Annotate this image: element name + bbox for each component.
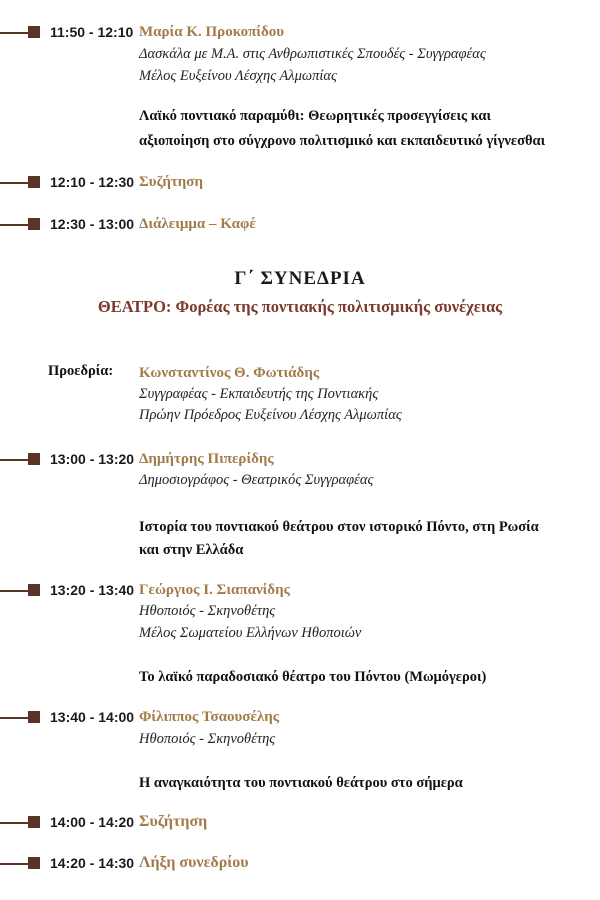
timeline-marker-icon <box>28 857 40 869</box>
timeline-line <box>0 822 30 824</box>
talk-title: Λαϊκό ποντιακό παραμύθι: Θεωρητικές προσεγγίσεις και <box>139 108 491 124</box>
schedule-row <box>0 580 600 602</box>
timeline-marker-icon <box>28 816 40 828</box>
slot-time: 13:40 - 14:00 <box>50 709 135 725</box>
speaker-role: Δημοσιογράφος - Θεατρικός Συγγραφέας <box>139 472 374 488</box>
slot-label: Διάλειμμα – Καφέ <box>139 216 256 232</box>
slot-label: Συζήτηση <box>139 813 208 830</box>
timeline-marker-icon <box>28 26 40 38</box>
slot-label: Λήξη συνεδρίου <box>139 854 249 871</box>
speaker-name: Φίλιππος Τσαουσέλης <box>139 709 280 725</box>
timeline-marker-icon <box>28 711 40 723</box>
timeline-marker-icon <box>28 584 40 596</box>
chair-role: Συγγραφέας - Εκπαιδευτής της Ποντιακής <box>139 386 379 402</box>
speaker-name: Δημήτρης Πιπερίδης <box>139 451 274 467</box>
speaker-role: Δασκάλα με Μ.Α. στις Ανθρωπιστικές Σπουδές - Συγγραφέας <box>139 46 486 62</box>
chair-name: Κωνσταντίνος Θ. Φωτιάδης <box>139 365 320 381</box>
talk-title: Το λαϊκό παραδοσιακό θέατρο του Πόντου (Μωμόγεροι) <box>139 669 487 685</box>
timeline-line <box>0 459 30 461</box>
timeline-line <box>0 182 30 184</box>
speaker-name: Μαρία Κ. Προκοπίδου <box>139 24 285 40</box>
schedule-row <box>0 812 600 834</box>
schedule-row <box>0 707 600 729</box>
slot-time: 11:50 - 12:10 <box>50 24 134 40</box>
timeline-line <box>0 590 30 592</box>
timeline-marker-icon <box>28 176 40 188</box>
schedule-row <box>0 22 600 44</box>
timeline-line <box>0 32 30 34</box>
chair-label: Προεδρία: <box>48 363 114 379</box>
timeline-line <box>0 717 30 719</box>
speaker-role: Ηθοποιός - Σκηνοθέτης <box>139 731 276 747</box>
slot-time: 13:20 - 13:40 <box>50 582 135 598</box>
schedule-row <box>0 449 600 471</box>
speaker-role: Μέλος Σωματείου Ελλήνων Ηθοποιών <box>139 625 362 641</box>
slot-time: 13:00 - 13:20 <box>50 451 135 467</box>
slot-time: 14:20 - 14:30 <box>50 855 135 871</box>
talk-title: και στην Ελλάδα <box>139 542 244 558</box>
chair-role: Πρώην Πρόεδρος Ευξείνου Λέσχης Αλμωπίας <box>139 407 402 423</box>
slot-time: 12:30 - 13:00 <box>50 216 135 232</box>
talk-title: Η αναγκαιότητα του ποντιακού θεάτρου στο σήμερα <box>139 775 463 791</box>
speaker-role: Μέλος Ευξείνου Λέσχης Αλμωπίας <box>139 68 337 84</box>
talk-title: Ιστορία του ποντιακού θεάτρου στον ιστορικό Πόντο, στη Ρωσία <box>139 519 539 535</box>
schedule-row <box>0 214 600 236</box>
session-subtitle: ΘΕΑΤΡΟ: Φορέας της ποντιακής πολιτισμικής συνέχειας <box>97 297 503 316</box>
timeline-marker-icon <box>28 218 40 230</box>
timeline-marker-icon <box>28 453 40 465</box>
speaker-role: Ηθοποιός - Σκηνοθέτης <box>139 603 276 619</box>
slot-time: 12:10 - 12:30 <box>50 174 135 190</box>
session-title: Γ΄ ΣΥΝΕΔΡΙΑ <box>234 268 366 289</box>
slot-label: Συζήτηση <box>139 174 203 190</box>
schedule-row <box>0 172 600 194</box>
speaker-name: Γεώργιος Ι. Σιαπανίδης <box>139 582 290 598</box>
slot-time: 14:00 - 14:20 <box>50 814 135 830</box>
timeline-line <box>0 224 30 226</box>
timeline-line <box>0 863 30 865</box>
talk-title: αξιοποίηση στο σύγχρονο πολιτισμικό και εκπαιδευτικό γίγνεσθαι <box>139 133 546 149</box>
schedule-row <box>0 853 600 875</box>
